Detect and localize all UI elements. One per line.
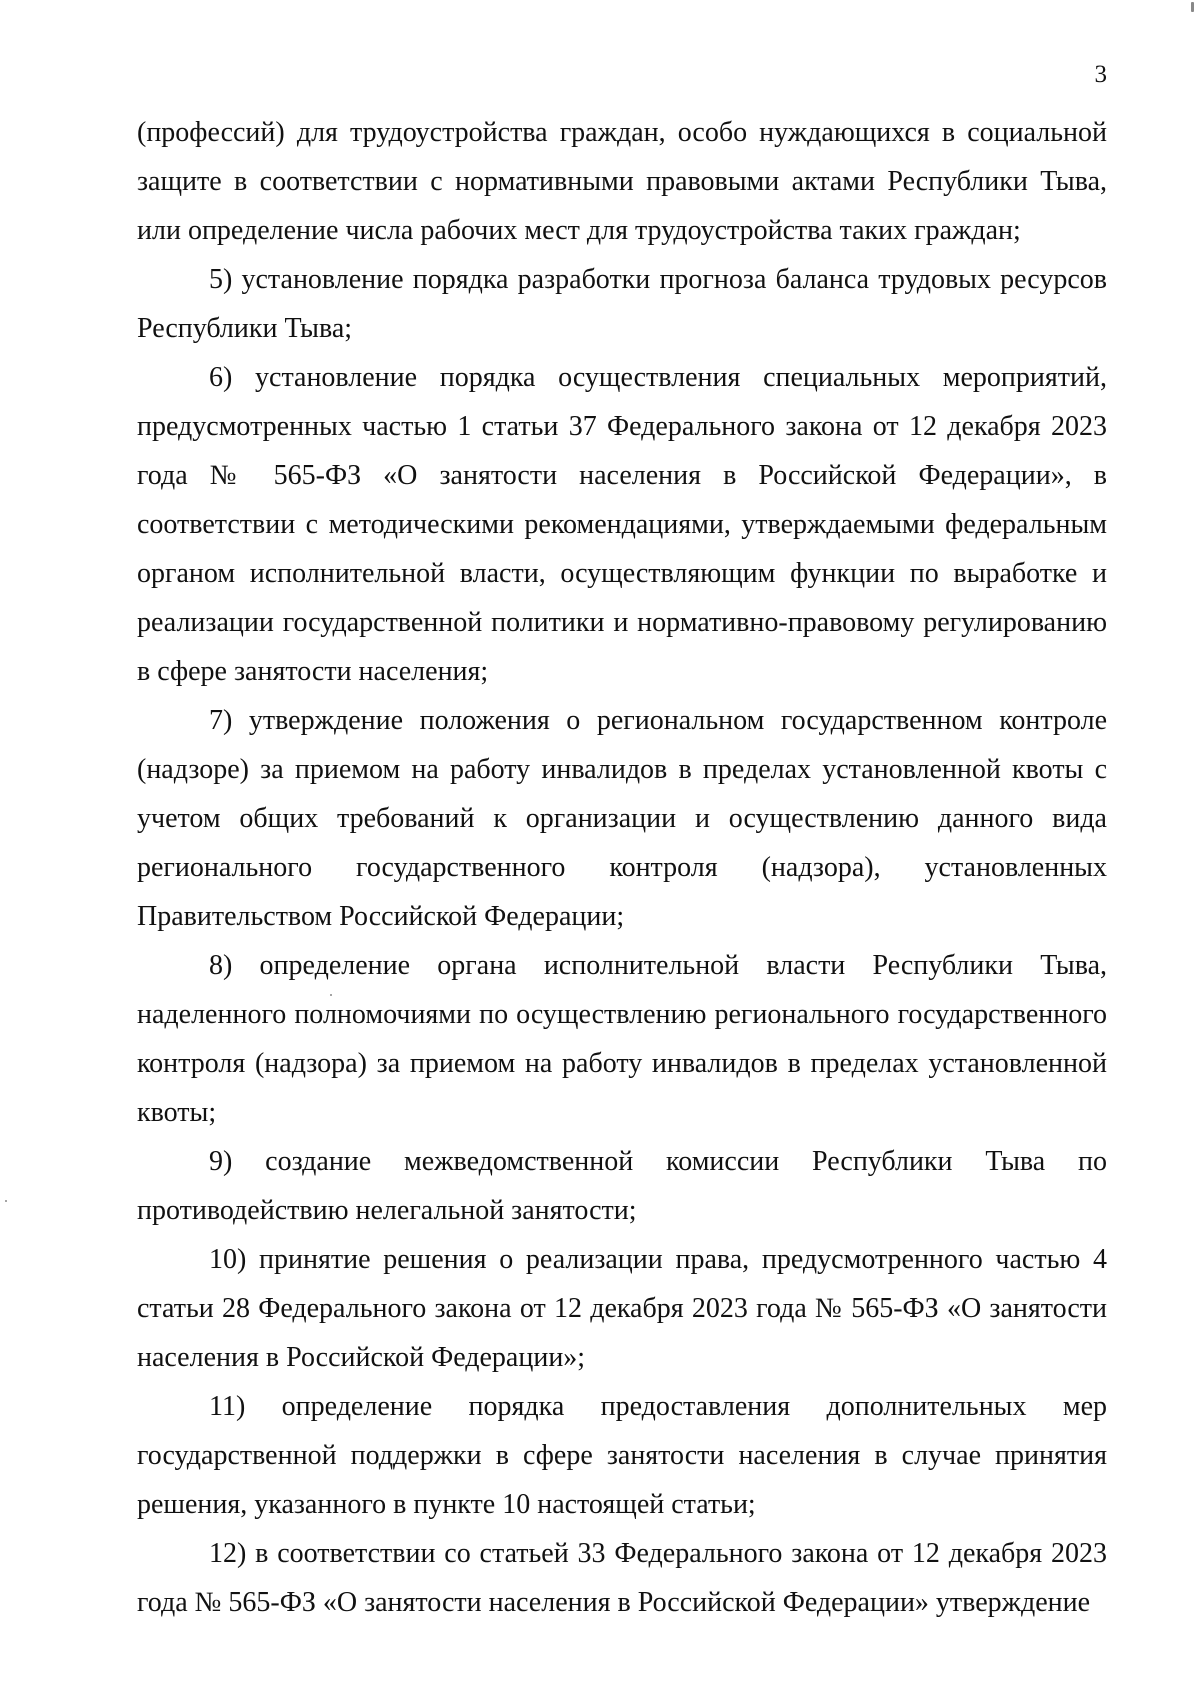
page-number: 3 (1094, 61, 1107, 88)
paragraph-item-6: 6) установление порядка осуществления специальных мероприятий, предусмотренных частью 1 статьи 37 Федерального закона от 12 декабря 2023 года № 565-ФЗ «О занятости населения в Российской Федерации», в соответствии с методическими рекомендациями, утверждаемыми федеральным органом исполнительной власти, осуществляющим функции по выработке и реализации государственной политики и нормативно-правовому регулированию в сфере занятости населения; (137, 362, 1107, 687)
paragraph-item-12: 12) в соответствии со статьей 33 Федерального закона от 12 декабря 2023 года № 565-ФЗ «О занятости населения в Российской Федерации» утверждение (137, 1538, 1107, 1618)
paragraph-item-8: 8) определение органа исполнительной власти Республики Тыва, наделенного полномочиями по осуществлению регионального государственного контроля (надзора) за приемом на работу инвалидов в пределах установленной квоты; (137, 950, 1107, 1128)
paragraph-continuation: (профессий) для трудоустройства граждан, особо нуждающихся в социальной защите в соответствии с нормативными правовыми актами Республики Тыва, или определение числа рабочих мест для трудоустройства таких граждан; (137, 117, 1107, 246)
scan-speck (330, 994, 332, 996)
paragraph-item-10: 10) принятие решения о реализации права, предусмотренного частью 4 статьи 28 Федерального закона от 12 декабря 2023 года № 565-ФЗ «О занятости населения в Российской Федерации»; (137, 1244, 1107, 1373)
paragraph-item-5: 5) установление порядка разработки прогноза баланса трудовых ресурсов Республики Тыва; (137, 264, 1107, 344)
paragraph-item-11: 11) определение порядка предоставления дополнительных мер государственной поддержки в сфере занятости населения в случае принятия решения, указанного в пункте 10 настоящей статьи; (137, 1391, 1107, 1520)
scan-speck (1191, 2, 1194, 12)
document-body (137, 108, 1107, 1627)
scan-speck (5, 1200, 7, 1202)
paragraph-item-9: 9) создание межведомственной комиссии Республики Тыва по противодействию нелегальной занятости; (137, 1146, 1107, 1226)
paragraph-item-7: 7) утверждение положения о региональном государственном контроле (надзоре) за приемом на работу инвалидов в пределах установленной квоты с учетом общих требований к организации и осуществлению данного вида регионального государственного контроля (надзора), установленных Правительством Российской Федерации; (137, 705, 1107, 932)
